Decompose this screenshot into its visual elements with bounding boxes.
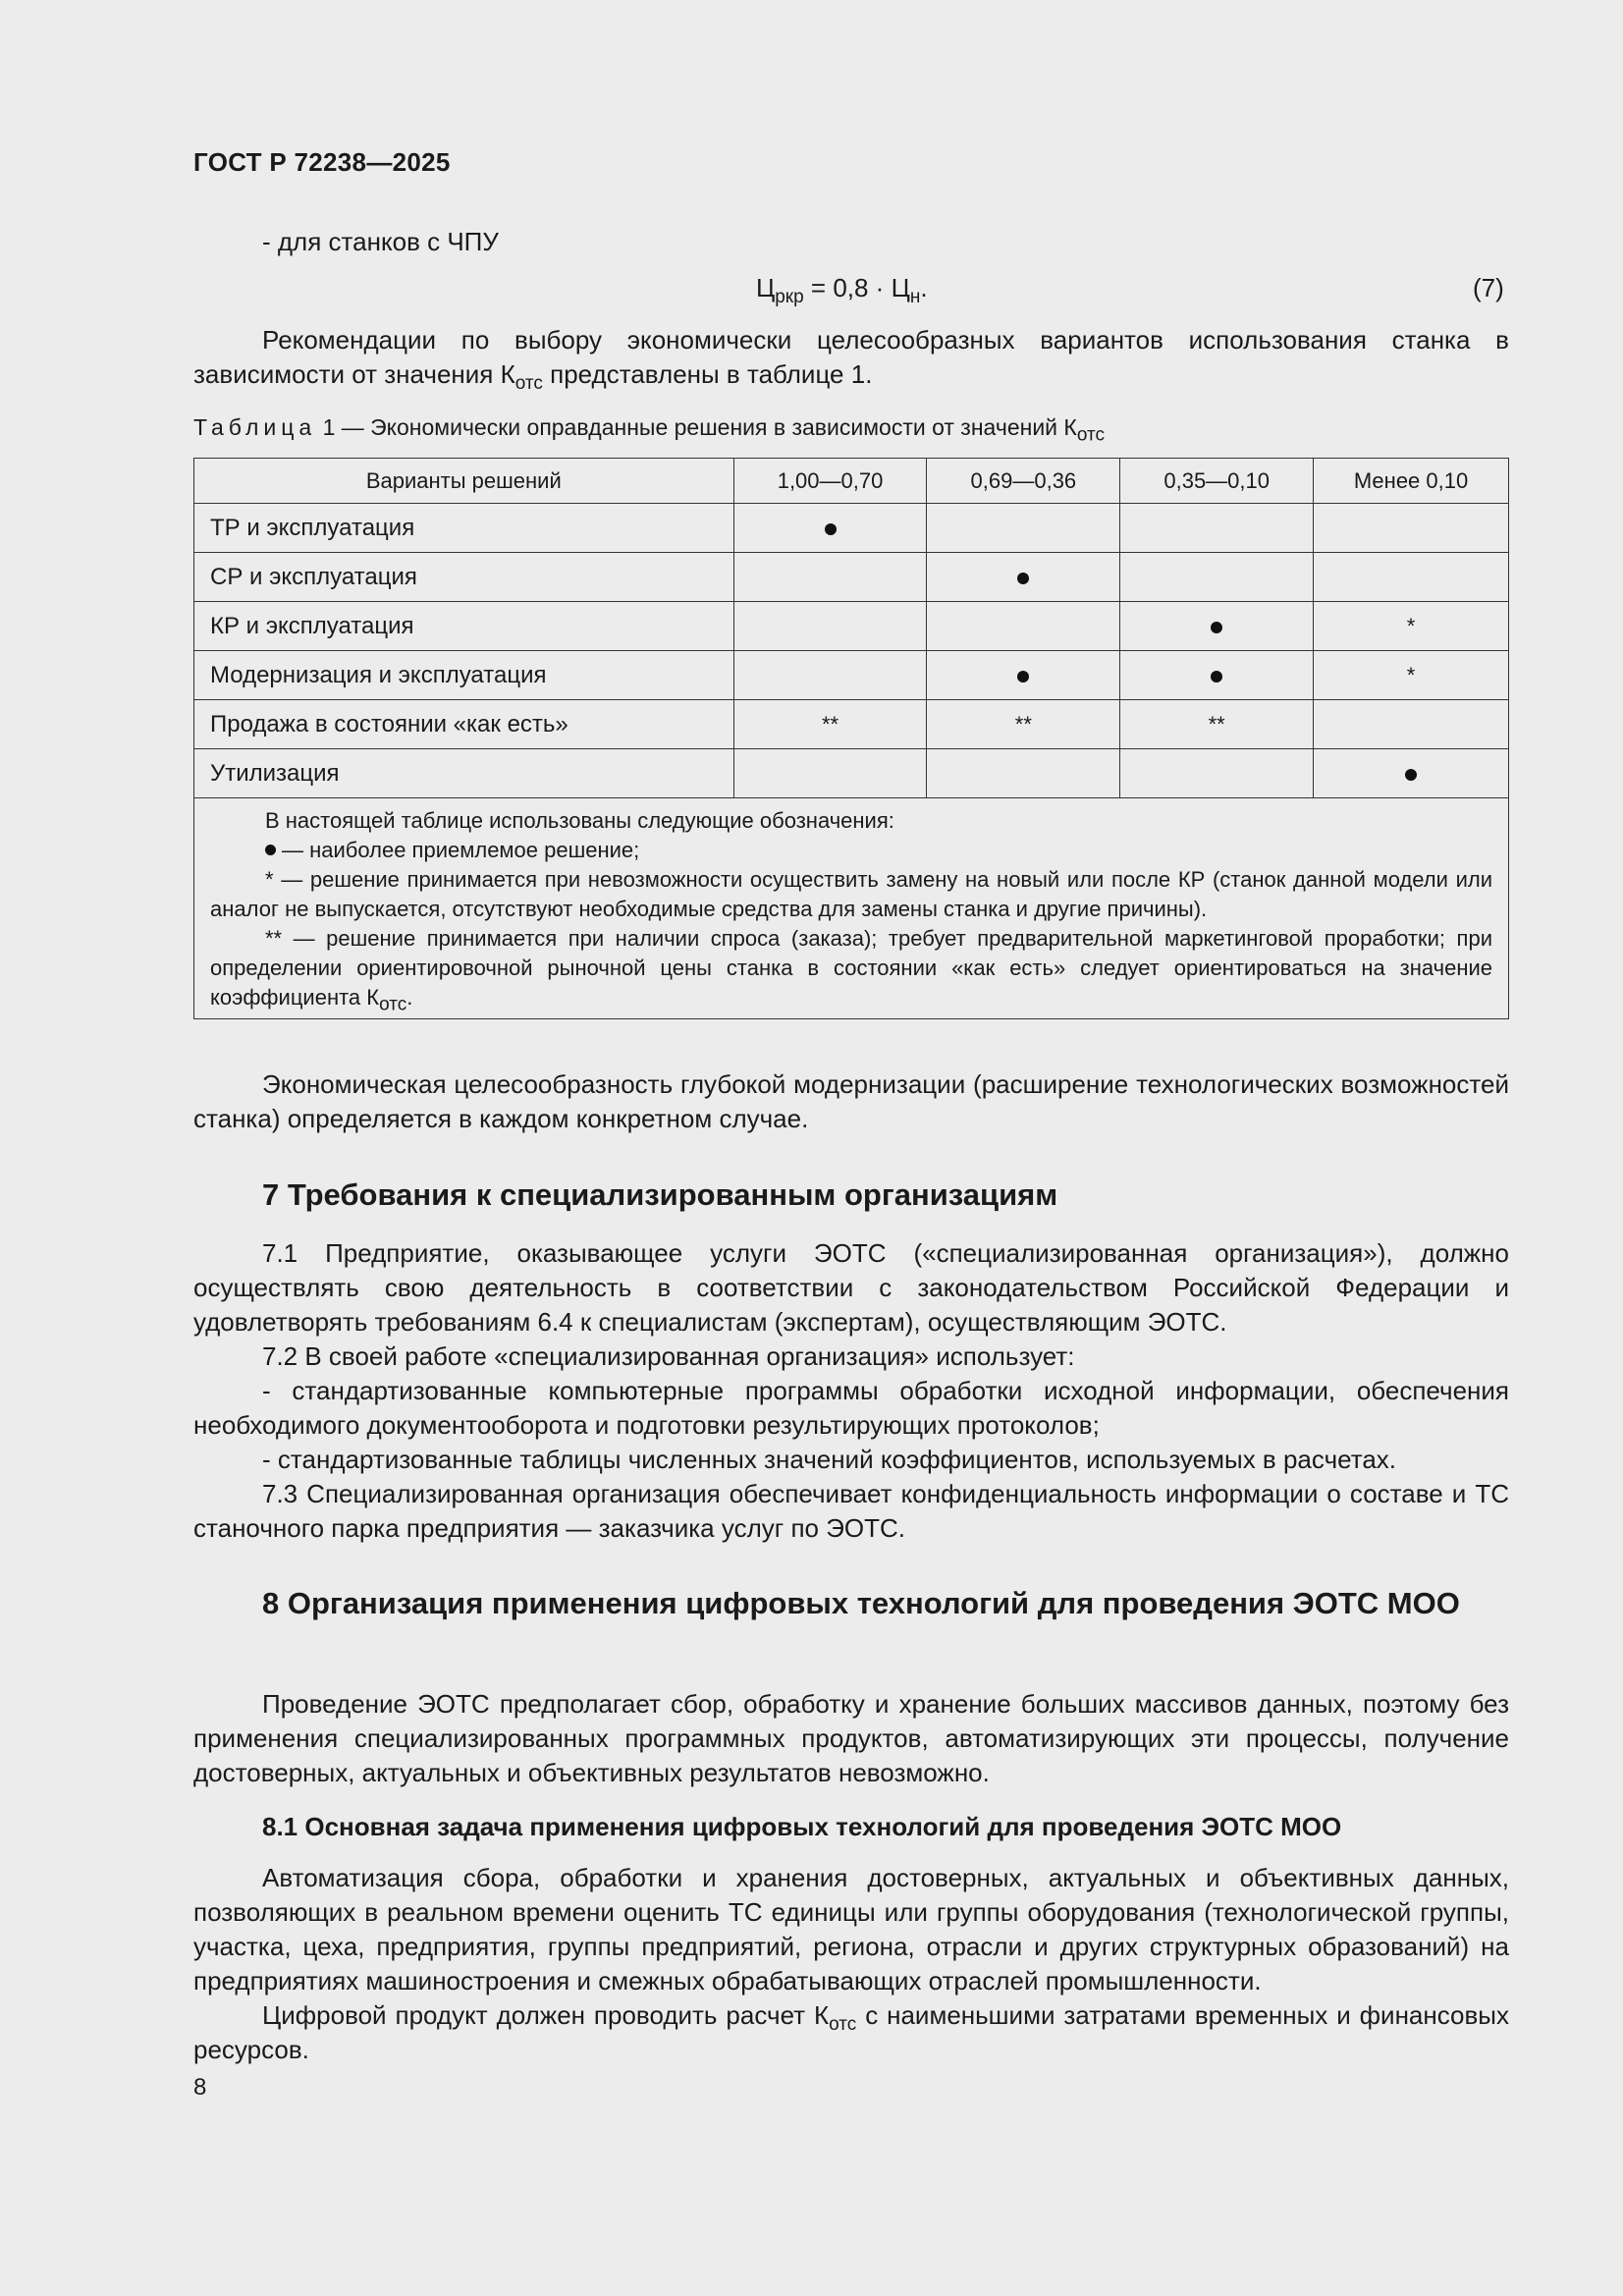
- recommendation-text: Рекомендации по выбору экономически целесообразных вариантов использования станка в зависимости от значения К: [193, 325, 1509, 389]
- note-double-star-end: .: [406, 985, 413, 1010]
- formula-mid: = 0,8 · Ц: [803, 273, 910, 302]
- section-8-intro: Проведение ЭОТС предполагает сбор, обработку и хранение больших массивов данных, поэтому без применения специализированных программных продуктов, автоматизирующих эти процессы, получение достоверных, актуальных и объективных результатов невозможно.: [193, 1689, 1509, 1787]
- section-7-1: 7.1 Предприятие, оказывающее услуги ЭОТС («специализированная организация»), должно осуществлять свою деятельность в соответствии с законодательством Российской Федерации и удовлетворять требованиям 6.4 к специалистам (экспертам), осуществляющим ЭОТС.: [193, 1238, 1509, 1337]
- table-cell: **: [1120, 700, 1314, 749]
- table-row: [194, 553, 1509, 602]
- table-cell: [733, 602, 927, 651]
- table-cell: *: [1314, 602, 1509, 651]
- section-8-1-heading: 8.1 Основная задача применения цифровых технологий для проведения ЭОТС МОО: [262, 1812, 1342, 1841]
- table-cell: [1120, 504, 1314, 553]
- row-label: ТР и эксплуатация: [194, 504, 734, 553]
- section-8-1-calc: [193, 1998, 1509, 2067]
- decision-table: [193, 458, 1509, 1019]
- table-caption-sub: отс: [1076, 424, 1105, 446]
- row-label: Модернизация и эксплуатация: [194, 651, 734, 700]
- recommendation-sub: отс: [514, 373, 543, 395]
- section-8-1-paragraph: Автоматизация сбора, обработки и хранения достоверных, актуальных и объективных данных, позволяющих в реальном времени оценить ТС единицы или группы оборудования (технологической группы, участка, цеха, предприятия, группы предприятий, региона, отрасли и других структурных образований) на предприятиях машиностроения и смежных обрабатывающих отраслей промышленности.: [193, 1863, 1509, 1995]
- table-cell: [733, 553, 927, 602]
- bullet-dot-icon: [1405, 769, 1417, 781]
- note-star: * — решение принимается при невозможности осуществить замену на новый или после КР (станок данной модели или аналог не выпускается, отсутствуют необходимые средства для замены станка и другие причины).: [210, 867, 1492, 921]
- table-header-cell: 1,00—0,70: [733, 459, 927, 504]
- row-label: Утилизация: [194, 749, 734, 798]
- table-caption-text: 1 — Экономически оправданные решения в зависимости от значений К: [316, 414, 1077, 440]
- table-notes-row: [194, 798, 1509, 1019]
- formula-lhs: Ц: [756, 273, 776, 302]
- note-double-star-text: ** — решение принимается при наличии спроса (заказа); требует предварительной маркетинговой проработки; при определении ориентировочной рыночной цены станка в состоянии «как есть» следует ориентироваться на значение коэффициента К: [210, 926, 1492, 1010]
- table-row: [194, 700, 1509, 749]
- table-cell: [1314, 553, 1509, 602]
- table-cell: [1120, 651, 1314, 700]
- formula-number: (7): [1473, 273, 1504, 302]
- row-label: Продажа в состоянии «как есть»: [194, 700, 734, 749]
- row-label: СР и эксплуатация: [194, 553, 734, 602]
- table-cell: [1314, 504, 1509, 553]
- recommendation-end: представлены в таблице 1.: [542, 359, 873, 389]
- table-cell: [1314, 700, 1509, 749]
- table-cell: [927, 553, 1120, 602]
- formula-lhs-sub: ркр: [775, 287, 804, 308]
- table-cell: **: [927, 700, 1120, 749]
- section-7-2: 7.2 В своей работе «специализированная организация» использует:: [262, 1341, 1075, 1371]
- cnc-line: - для станков с ЧПУ: [262, 227, 499, 256]
- table-cell: [927, 651, 1120, 700]
- bullet-dot-icon: [1211, 622, 1222, 633]
- table-row: [194, 602, 1509, 651]
- table-row: [194, 504, 1509, 553]
- note-dot-text: — наиболее приемлемое решение;: [282, 838, 640, 862]
- table-caption-prefix: Таблица: [193, 414, 317, 440]
- table-header-cell: 0,35—0,10: [1120, 459, 1314, 504]
- section-7-2-item-2: - стандартизованные таблицы численных значений коэффициентов, используемых в расчетах.: [262, 1445, 1397, 1474]
- table-header-row: [194, 459, 1509, 504]
- calc-sub: отс: [829, 2014, 857, 2036]
- table-cell: [927, 749, 1120, 798]
- table-cell: *: [1314, 651, 1509, 700]
- table-header-cell: 0,69—0,36: [927, 459, 1120, 504]
- table-cell: [733, 504, 927, 553]
- table-cell: [1120, 553, 1314, 602]
- note-double-star-sub: отс: [379, 994, 407, 1015]
- table-row: [194, 749, 1509, 798]
- table-header-cell: Менее 0,10: [1314, 459, 1509, 504]
- calc-end: с наименьшими затратами временных и финансовых ресурсов.: [193, 2000, 1509, 2064]
- bullet-dot-icon: [1017, 573, 1029, 584]
- table-caption: [193, 414, 1105, 446]
- table-cell: [733, 749, 927, 798]
- after-table-paragraph: Экономическая целесообразность глубокой модернизации (расширение технологических возможностей станка) определяется в каждом конкретном случае.: [193, 1069, 1509, 1133]
- table-cell: [1314, 749, 1509, 798]
- table-cell: **: [733, 700, 927, 749]
- calc-text: Цифровой продукт должен проводить расчет К: [262, 2000, 830, 2030]
- table-cell: [733, 651, 927, 700]
- note-double-star: [210, 924, 1492, 1015]
- bullet-dot-icon: [825, 523, 837, 535]
- section-7-3: 7.3 Специализированная организация обеспечивает конфиденциальность информации о составе и ТС станочного парка предприятия — заказчика услуг по ЭОТС.: [193, 1479, 1509, 1543]
- table-header-cell: Варианты решений: [194, 459, 734, 504]
- note-dot: [210, 836, 1492, 865]
- section-8-heading: 8 Организация применения цифровых технологий для проведения ЭОТС МОО: [262, 1586, 1460, 1620]
- section-7-heading: 7 Требования к специализированным организациям: [262, 1177, 1058, 1212]
- table-cell: [927, 504, 1120, 553]
- table-cell: [927, 602, 1120, 651]
- section-7-2-item-1: - стандартизованные компьютерные программы обработки исходной информации, обеспечения необходимого документооборота и подготовки результирующих протоколов;: [193, 1376, 1509, 1440]
- table-row: [194, 651, 1509, 700]
- table-cell: [1120, 602, 1314, 651]
- bullet-dot-icon: [1017, 671, 1029, 683]
- formula-end: .: [920, 273, 928, 302]
- recommendation-paragraph: [193, 323, 1509, 395]
- bullet-dot-icon: [265, 845, 276, 855]
- bullet-dot-icon: [1211, 671, 1222, 683]
- row-label: КР и эксплуатация: [194, 602, 734, 651]
- note-intro: В настоящей таблице использованы следующие обозначения:: [265, 808, 894, 833]
- table-notes: [194, 798, 1509, 1019]
- table-cell: [1120, 749, 1314, 798]
- formula-rhs-sub: н: [909, 287, 921, 308]
- page-number: 8: [193, 2074, 207, 2101]
- document-header: ГОСТ Р 72238—2025: [193, 147, 451, 177]
- formula-7: [756, 273, 928, 308]
